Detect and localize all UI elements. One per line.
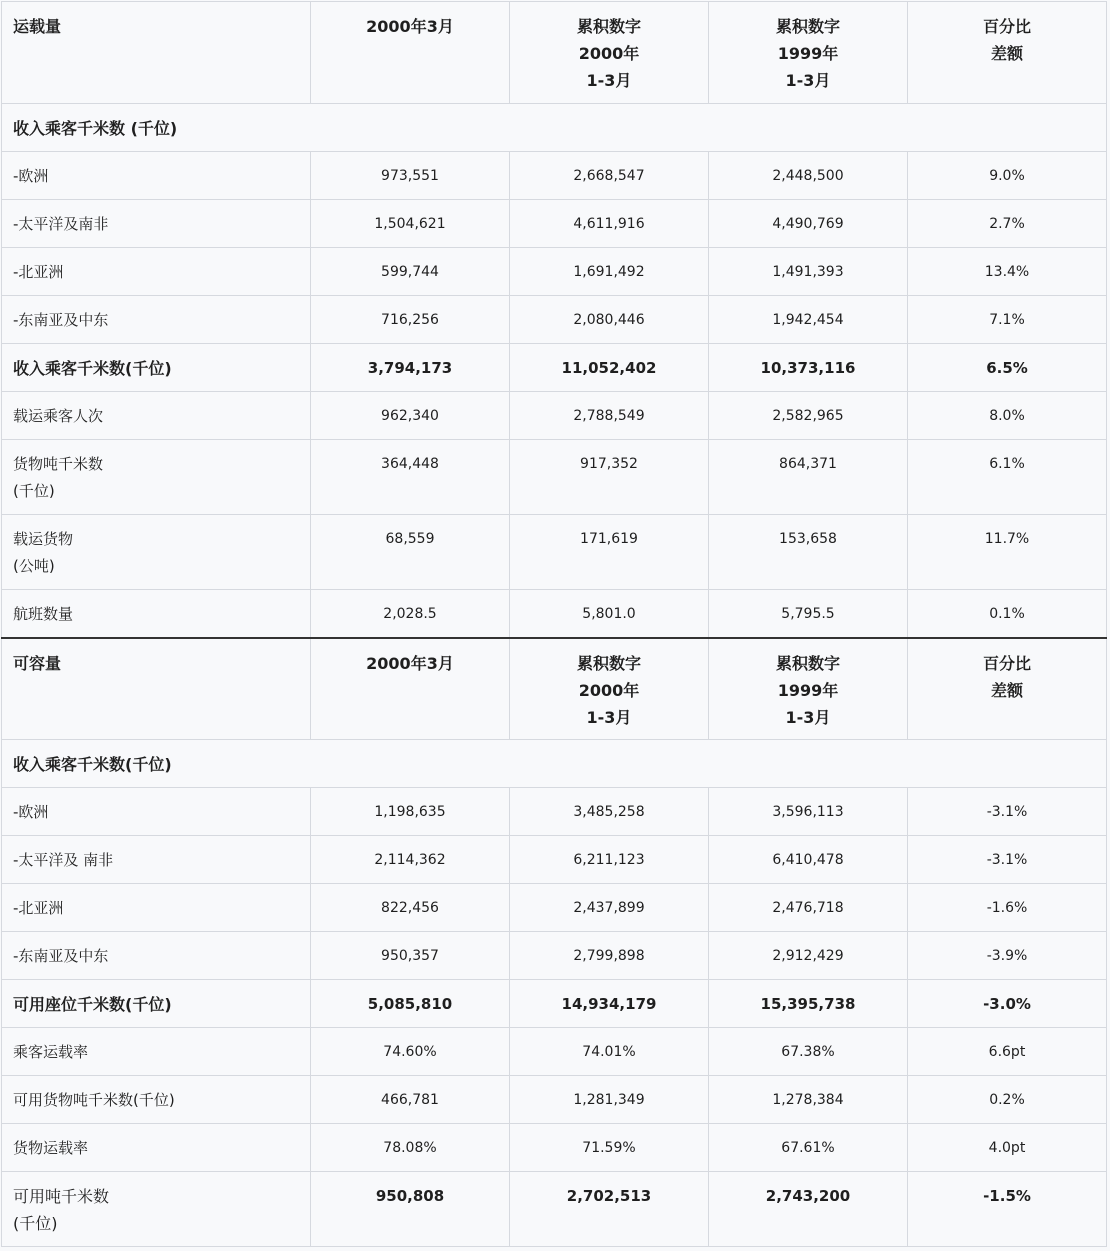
table-cell: 716,256 xyxy=(311,296,510,344)
table-cell: 74.01% xyxy=(510,1028,709,1076)
table-cell: 2,799,898 xyxy=(510,932,709,980)
header-cell: 累积数字 2000年 1-3月 xyxy=(510,2,709,104)
table-cell: 6.1% xyxy=(908,440,1107,515)
table-cell: 13.4% xyxy=(908,248,1107,296)
table-cell: 2,028.5 xyxy=(311,590,510,638)
total-row xyxy=(2,344,1107,392)
table-cell: 2.7% xyxy=(908,200,1107,248)
table-row xyxy=(2,1028,1107,1076)
table-row xyxy=(2,296,1107,344)
table-cell: 68,559 xyxy=(311,515,510,590)
row-label: -东南亚及中东 xyxy=(2,932,311,980)
table-cell: 2,788,549 xyxy=(510,392,709,440)
table-cell: 2,476,718 xyxy=(709,884,908,932)
row-label: -东南亚及中东 xyxy=(2,296,311,344)
table-cell: 8.0% xyxy=(908,392,1107,440)
traffic-header-row xyxy=(2,2,1107,104)
table-cell: 67.61% xyxy=(709,1124,908,1172)
table-cell: -3.0% xyxy=(908,980,1107,1028)
traffic-statistics-table xyxy=(1,1,1107,1247)
table-cell: 14,934,179 xyxy=(510,980,709,1028)
row-label: -北亚洲 xyxy=(2,884,311,932)
table-cell: 466,781 xyxy=(311,1076,510,1124)
table-cell: 1,198,635 xyxy=(311,788,510,836)
table-cell: 3,485,258 xyxy=(510,788,709,836)
table-cell: 1,491,393 xyxy=(709,248,908,296)
table-cell: 10,373,116 xyxy=(709,344,908,392)
table-cell: 7.1% xyxy=(908,296,1107,344)
table-cell: 5,085,810 xyxy=(311,980,510,1028)
table-cell: 2,448,500 xyxy=(709,152,908,200)
row-label: 货物吨千米数 (千位) xyxy=(2,440,311,515)
total-row xyxy=(2,980,1107,1028)
header-cell: 2000年3月 xyxy=(311,638,510,740)
section-title-row xyxy=(2,740,1107,788)
table-cell: 1,278,384 xyxy=(709,1076,908,1124)
header-cell: 累积数字 1999年 1-3月 xyxy=(709,2,908,104)
header-cell: 可容量 xyxy=(2,638,311,740)
header-cell: 2000年3月 xyxy=(311,2,510,104)
section-title-row xyxy=(2,104,1107,152)
table-cell: 6,410,478 xyxy=(709,836,908,884)
table-cell: 11,052,402 xyxy=(510,344,709,392)
table-cell: 6.6pt xyxy=(908,1028,1107,1076)
table-cell: 171,619 xyxy=(510,515,709,590)
table-cell: 2,437,899 xyxy=(510,884,709,932)
table-cell: 4,611,916 xyxy=(510,200,709,248)
table-cell: 2,912,429 xyxy=(709,932,908,980)
table-cell: -3.1% xyxy=(908,836,1107,884)
row-label: 货物运载率 xyxy=(2,1124,311,1172)
section-title: 收入乘客千米数 (千位) xyxy=(2,104,1107,152)
table-cell: 11.7% xyxy=(908,515,1107,590)
row-label: -欧洲 xyxy=(2,152,311,200)
table-cell: 2,080,446 xyxy=(510,296,709,344)
table-cell: 962,340 xyxy=(311,392,510,440)
table-row xyxy=(2,440,1107,515)
table-cell: 6.5% xyxy=(908,344,1107,392)
table-cell: 9.0% xyxy=(908,152,1107,200)
table-cell: 153,658 xyxy=(709,515,908,590)
table-cell: 364,448 xyxy=(311,440,510,515)
table-cell: 6,211,123 xyxy=(510,836,709,884)
table-cell: 0.2% xyxy=(908,1076,1107,1124)
table-cell: 5,795.5 xyxy=(709,590,908,638)
row-label: 可用座位千米数(千位) xyxy=(2,980,311,1028)
table-cell: 71.59% xyxy=(510,1124,709,1172)
row-label: 载运货物 (公吨) xyxy=(2,515,311,590)
table-cell: 1,691,492 xyxy=(510,248,709,296)
table-cell: 599,744 xyxy=(311,248,510,296)
table-row xyxy=(2,836,1107,884)
table-row xyxy=(2,152,1107,200)
table-row xyxy=(2,932,1107,980)
section-title: 收入乘客千米数(千位) xyxy=(2,740,1107,788)
table-row xyxy=(2,515,1107,590)
row-label: 航班数量 xyxy=(2,590,311,638)
row-label: -北亚洲 xyxy=(2,248,311,296)
header-cell: 百分比 差额 xyxy=(908,2,1107,104)
row-label: -太平洋及南非 xyxy=(2,200,311,248)
table-row xyxy=(2,1076,1107,1124)
table-cell: 2,743,200 xyxy=(709,1172,908,1247)
table-cell: 2,114,362 xyxy=(311,836,510,884)
table-row xyxy=(2,788,1107,836)
table-cell: -1.5% xyxy=(908,1172,1107,1247)
table-cell: 67.38% xyxy=(709,1028,908,1076)
capacity-header-row xyxy=(2,638,1107,740)
table-cell: 917,352 xyxy=(510,440,709,515)
table-cell: 864,371 xyxy=(709,440,908,515)
table-cell: 4.0pt xyxy=(908,1124,1107,1172)
header-cell: 百分比 差额 xyxy=(908,638,1107,740)
table-row xyxy=(2,248,1107,296)
header-cell: 累积数字 2000年 1-3月 xyxy=(510,638,709,740)
row-label: 收入乘客千米数(千位) xyxy=(2,344,311,392)
total-row xyxy=(2,1172,1107,1247)
row-label: 载运乘客人次 xyxy=(2,392,311,440)
table-cell: 822,456 xyxy=(311,884,510,932)
table-cell: 15,395,738 xyxy=(709,980,908,1028)
table-cell: 1,504,621 xyxy=(311,200,510,248)
table-row xyxy=(2,590,1107,638)
header-cell: 累积数字 1999年 1-3月 xyxy=(709,638,908,740)
table-cell: 950,808 xyxy=(311,1172,510,1247)
table-cell: 1,942,454 xyxy=(709,296,908,344)
row-label: -太平洋及 南非 xyxy=(2,836,311,884)
table-cell: -3.1% xyxy=(908,788,1107,836)
table-row xyxy=(2,1124,1107,1172)
table-row xyxy=(2,200,1107,248)
table-cell: 3,596,113 xyxy=(709,788,908,836)
table-cell: 973,551 xyxy=(311,152,510,200)
row-label: 可用吨千米数 (千位) xyxy=(2,1172,311,1247)
table-cell: 2,702,513 xyxy=(510,1172,709,1247)
table-cell: 78.08% xyxy=(311,1124,510,1172)
header-cell: 运载量 xyxy=(2,2,311,104)
table-cell: 4,490,769 xyxy=(709,200,908,248)
table-cell: 1,281,349 xyxy=(510,1076,709,1124)
table-row xyxy=(2,392,1107,440)
row-label: 乘客运载率 xyxy=(2,1028,311,1076)
table-cell: -1.6% xyxy=(908,884,1107,932)
table-cell: 950,357 xyxy=(311,932,510,980)
table-cell: -3.9% xyxy=(908,932,1107,980)
table-cell: 2,582,965 xyxy=(709,392,908,440)
table-cell: 2,668,547 xyxy=(510,152,709,200)
row-label: 可用货物吨千米数(千位) xyxy=(2,1076,311,1124)
table-cell: 3,794,173 xyxy=(311,344,510,392)
table-cell: 5,801.0 xyxy=(510,590,709,638)
table-cell: 0.1% xyxy=(908,590,1107,638)
table-row xyxy=(2,884,1107,932)
table-cell: 74.60% xyxy=(311,1028,510,1076)
row-label: -欧洲 xyxy=(2,788,311,836)
